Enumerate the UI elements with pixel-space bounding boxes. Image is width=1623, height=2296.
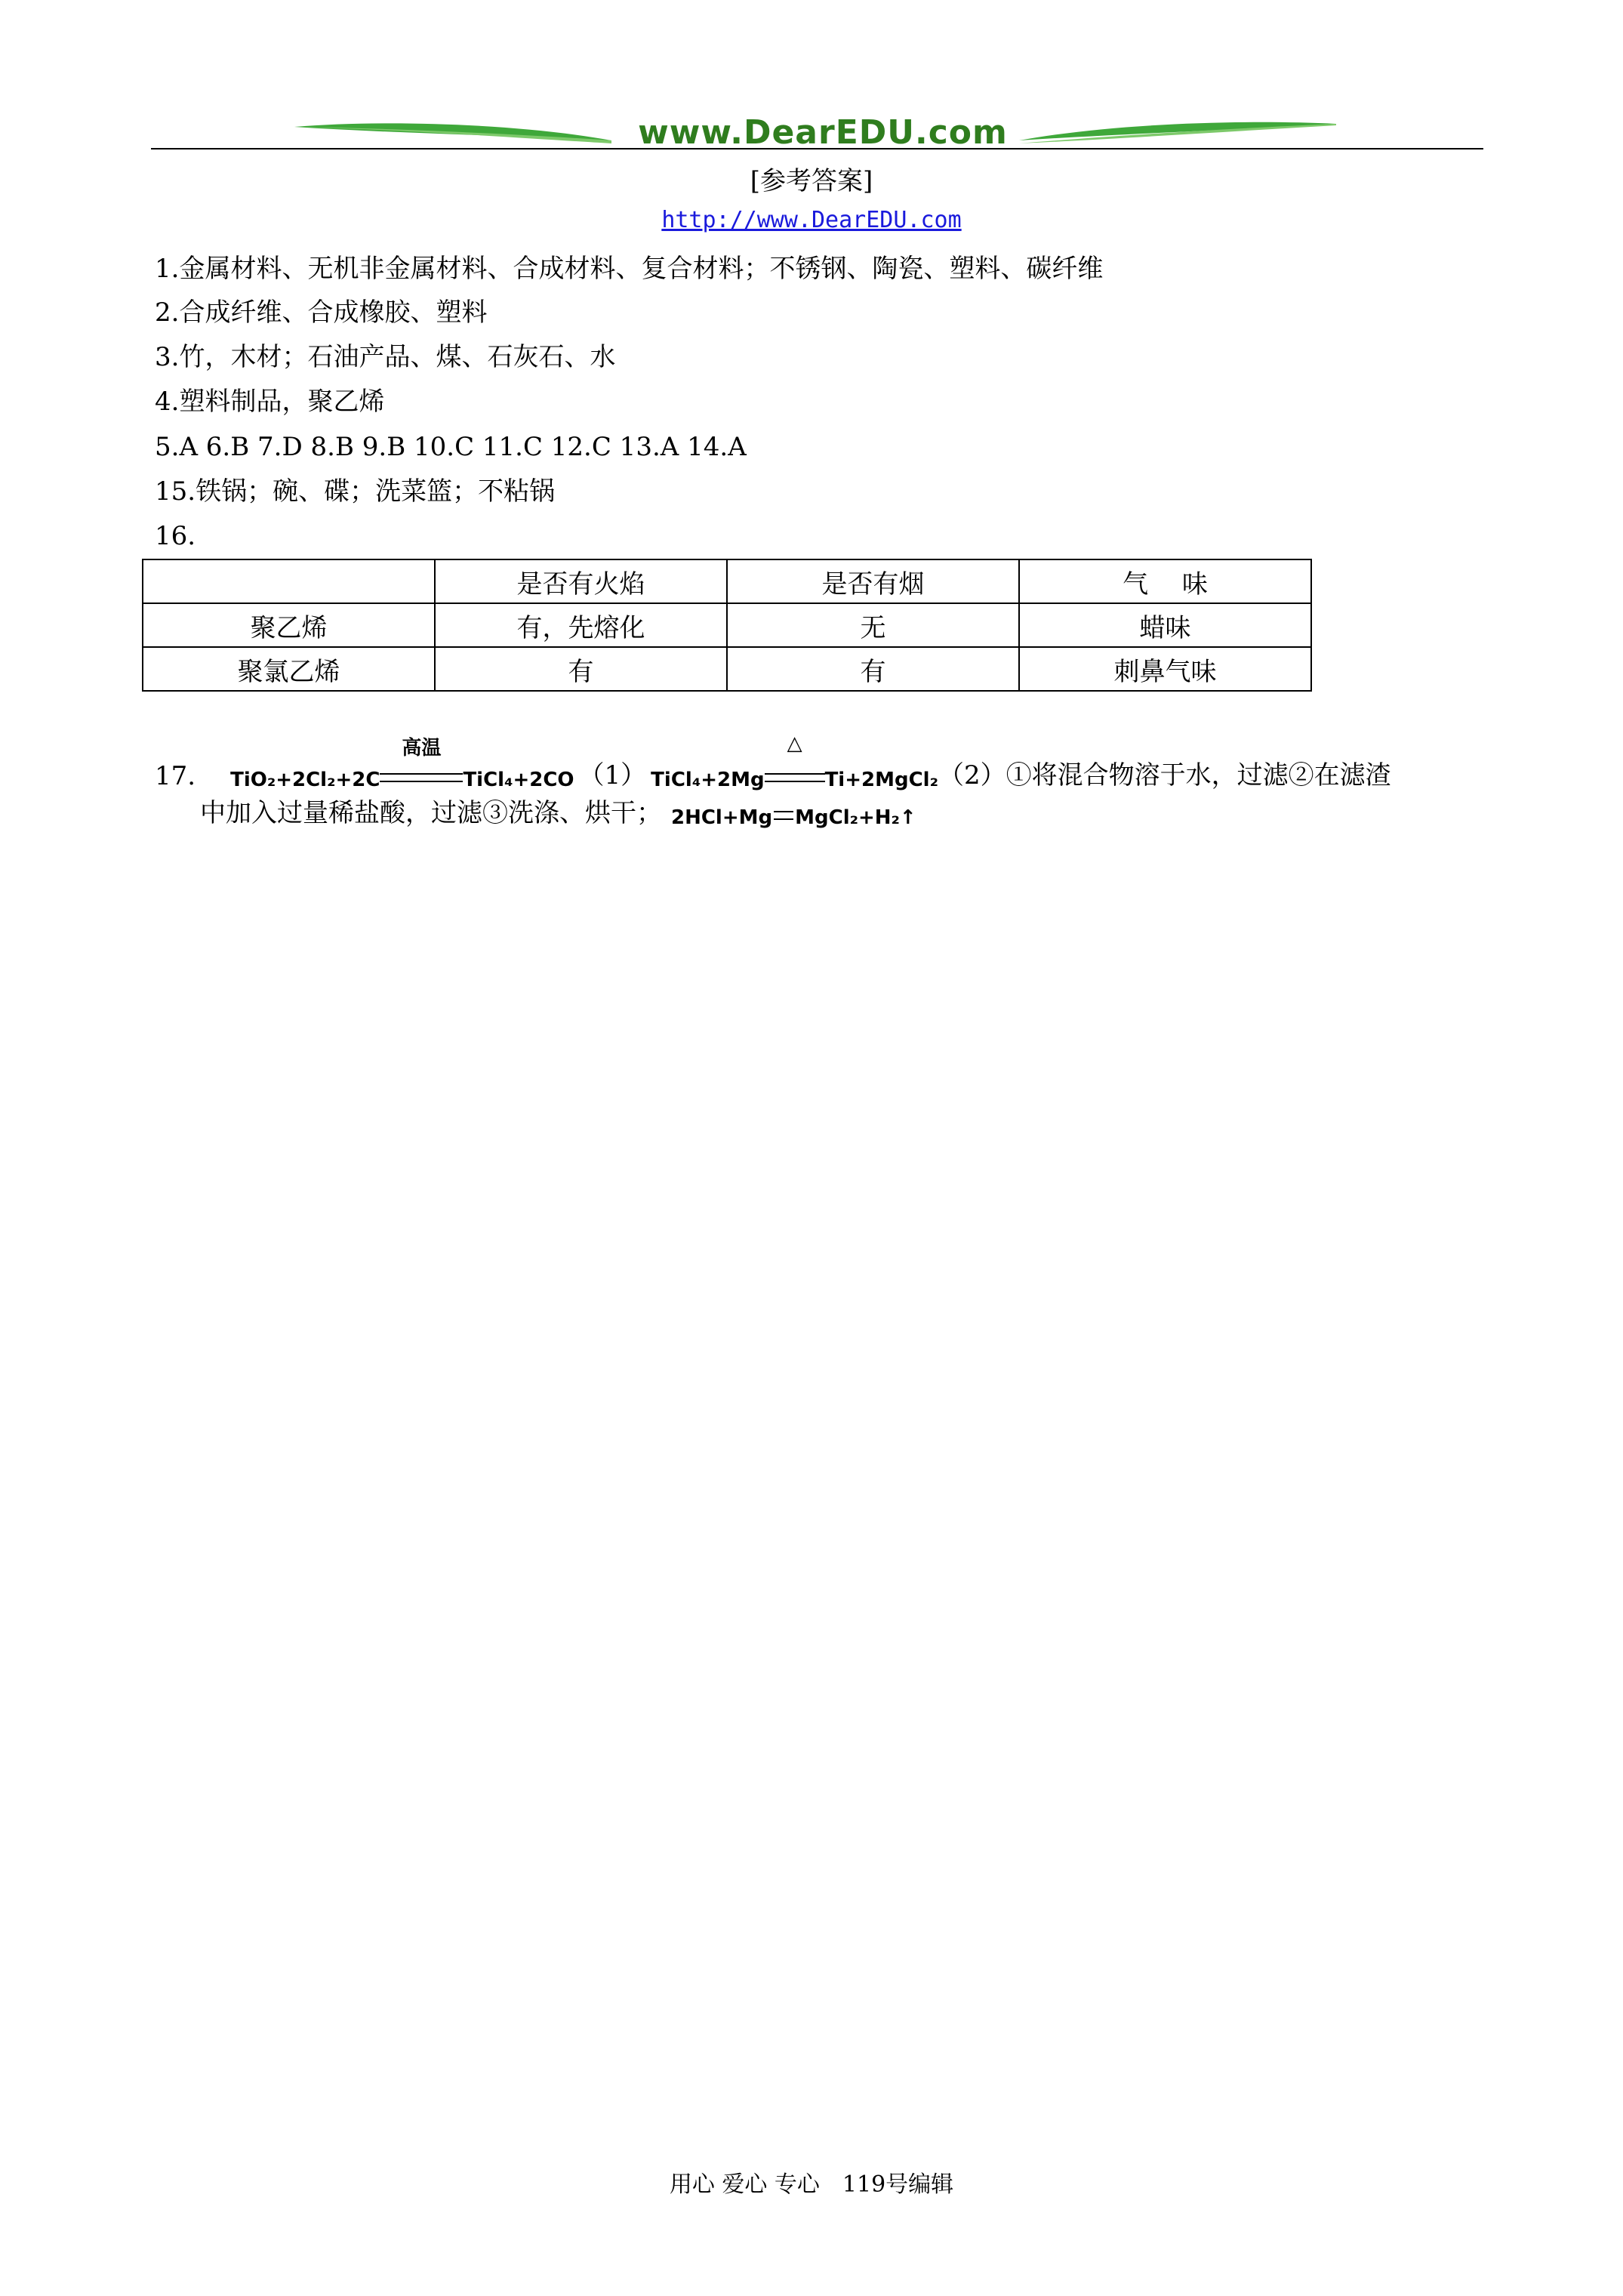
table-header-cell: 是否有烟 [727,559,1019,603]
answer-line-1: 1.金属材料、无机非金属材料、合成材料、复合材料；不锈钢、陶瓷、塑料、碳纤维 [155,254,1104,284]
answer-line-15: 15.铁锅；碗、碟；洗菜篮；不粘锅 [155,476,556,507]
table-header-row [143,559,1311,603]
table-cell: 蜡味 [1019,603,1311,647]
table-row [143,603,1311,647]
header-divider [151,148,1483,149]
equation-2-products: Ti+2MgCl₂ [824,769,938,791]
equation-3-products: MgCl₂+H₂↑ [795,806,916,829]
comparison-table [142,559,1312,692]
table-cell: 刺鼻气味 [1019,647,1311,691]
answer-line-4: 4.塑料制品，聚乙烯 [155,387,385,417]
double-bar [774,811,793,820]
question-number: 17. [155,761,196,791]
answer-line-17 [155,731,1391,791]
double-bar [380,773,463,782]
equation-3-reactants: 2HCl+Mg [671,806,773,829]
page-footer: 用心 爱心 专心 119号编辑 [669,2171,954,2198]
part-2-text: （2）①将混合物溶于水，过滤②在滤渣 [938,760,1391,791]
table-header-cell [143,559,435,603]
table-cell: 有 [727,647,1019,691]
table-header-cell: 是否有火焰 [435,559,727,603]
equation-2-reactants: TiCl₄+2Mg [651,769,765,791]
condition-label: △ [787,732,802,755]
answer-line-2: 2.合成纤维、合成橡胶、塑料 [155,297,488,328]
table-cell: 有 [435,647,727,691]
answer-line-3: 3.竹，木材；石油产品、煤、石灰石、水 [155,342,616,372]
line-text: 中加入过量稀盐酸，过滤③洗涤、烘干； [200,798,662,828]
equation-3-equals [774,799,793,829]
table-row [143,647,1311,691]
equation-1-products: TiCl₄+2CO [463,769,574,791]
table-cell: 聚氯乙烯 [143,647,435,691]
banner-swoosh-right [1019,122,1336,140]
double-bar [765,773,825,782]
answer-line-5: 5.A 6.B 7.D 8.B 9.B 10.C 11.C 12.C 13.A 14.A [155,432,747,462]
table-cell: 无 [727,603,1019,647]
answer-line-16: 16. [155,521,196,551]
answer-line-17-continued [200,791,916,829]
answer-title: [参考答案] [750,166,873,196]
equation-1-reactants: TiO₂+2Cl₂+2C [230,769,380,791]
table-header-cell: 气 味 [1019,559,1311,603]
condition-label: 高温 [402,737,442,760]
table-cell: 聚乙烯 [143,603,435,647]
part-1-label: （1） [578,760,647,791]
equation-2-condition [765,732,825,791]
site-logo-text: www.DearEDU.com [638,113,1008,152]
equation-1-condition [380,737,463,791]
table-cell: 有，先熔化 [435,603,727,647]
site-link[interactable]: http://www.DearEDU.com [661,207,962,233]
